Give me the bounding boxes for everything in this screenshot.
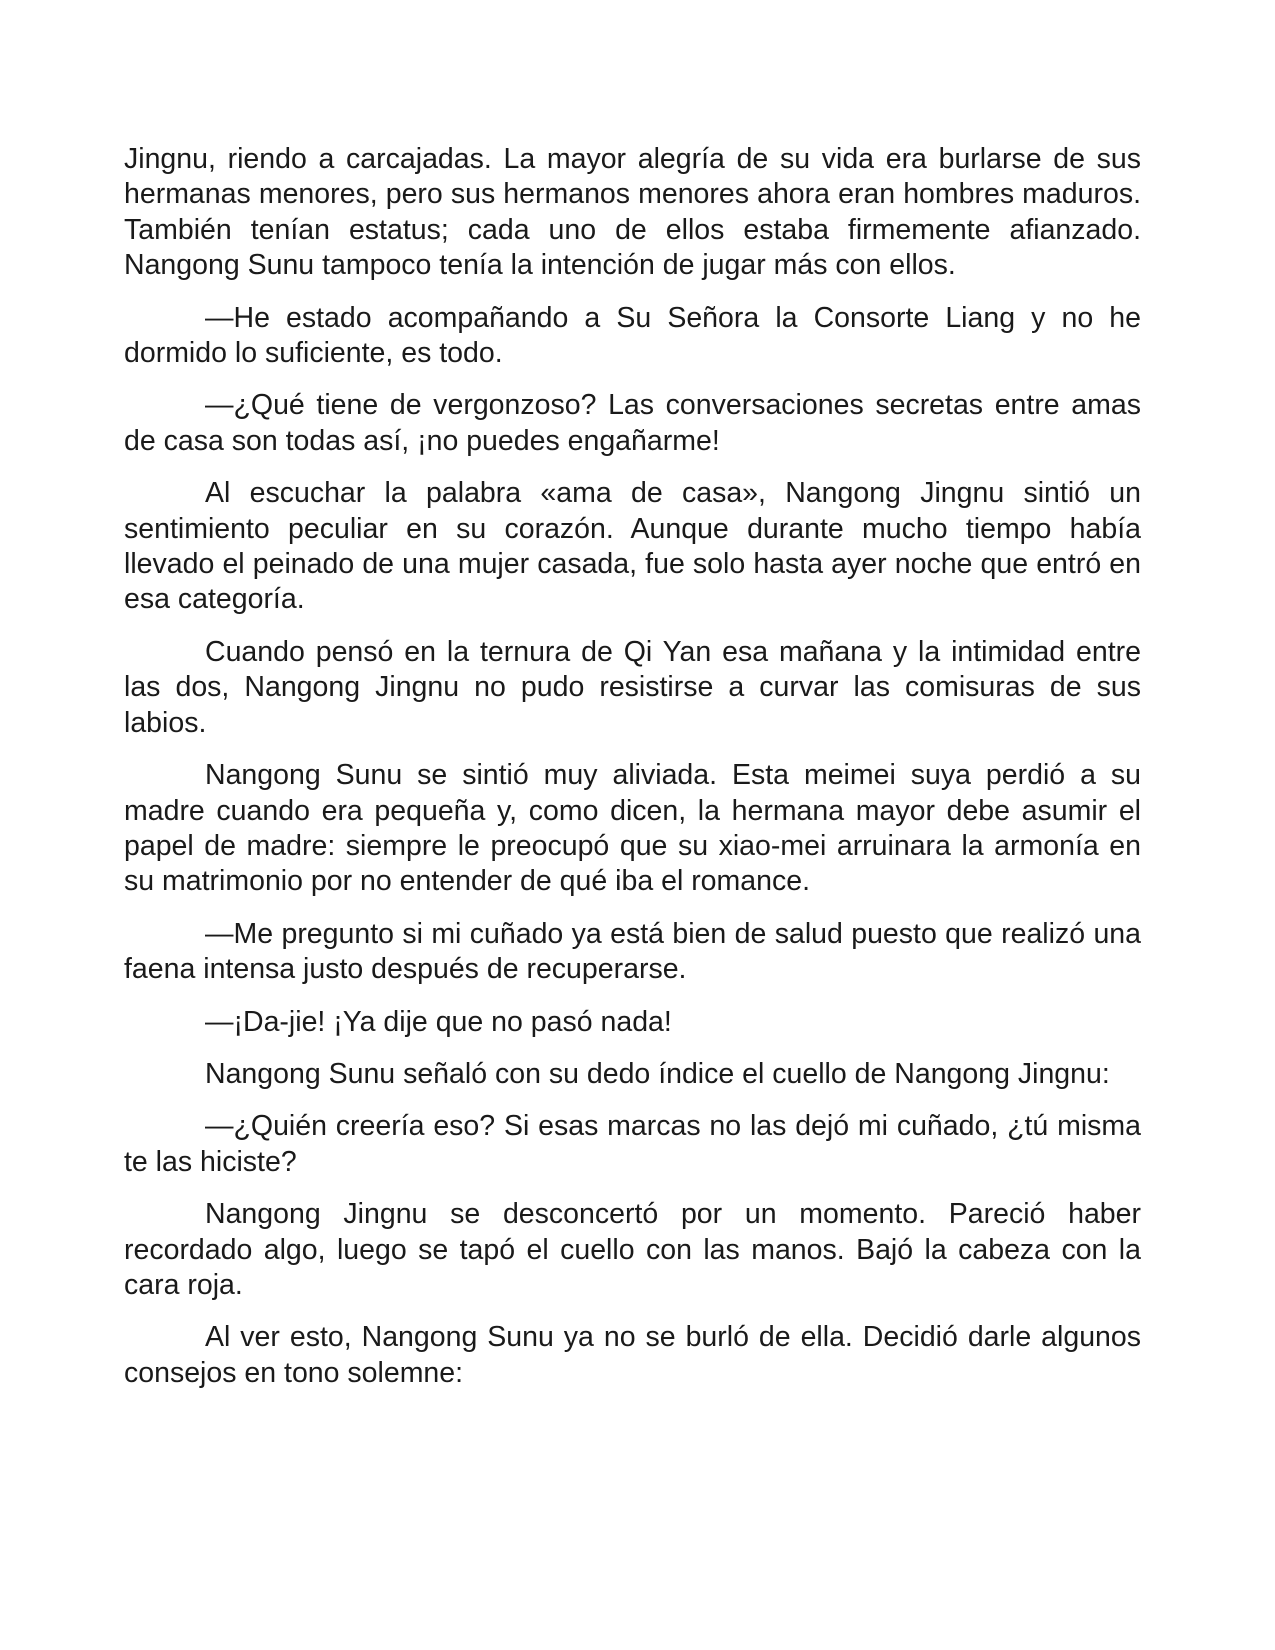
paragraph-5: Cuando pensó en la ternura de Qi Yan esa mañana y la intimidad entre las dos, Nangong Jingnu no pudo resistirse a curvar las comisuras de sus labios.	[124, 635, 1141, 739]
paragraph-3: —¿Qué tiene de vergonzoso? Las conversaciones secretas entre amas de casa son todas así, ¡no puedes engañarme!	[124, 389, 1141, 457]
document-page	[124, 142, 1141, 1408]
paragraph-1: Jingnu, riendo a carcajadas. La mayor alegría de su vida era burlarse de sus hermanas menores, pero sus hermanos menores ahora eran hombres maduros. También tenían estatus; cada uno de ellos estaba firmemente afianzado. Nangong Sunu tampoco tenía la intención de jugar más con ellos.	[124, 143, 1141, 282]
paragraph-11: Nangong Jingnu se desconcertó por un momento. Pareció haber recordado algo, luego se tapó el cuello con las manos. Bajó la cabeza con la cara roja.	[124, 1198, 1141, 1301]
paragraph-9: Nangong Sunu señaló con su dedo índice el cuello de Nangong Jingnu:	[205, 1057, 1110, 1090]
paragraph-6: Nangong Sunu se sintió muy aliviada. Esta meimei suya perdió a su madre cuando era pequeña y, como dicen, la hermana mayor debe asumir el papel de madre: siempre le preocupó que su xiao-mei arruinara la armonía en su matrimonio por no entender de qué iba el romance.	[124, 759, 1141, 898]
paragraph-7: —Me pregunto si mi cuñado ya está bien de salud puesto que realizó una faena intensa justo después de recuperarse.	[124, 917, 1141, 986]
paragraph-8: —¡Da-jie! ¡Ya dije que no pasó nada!	[205, 1005, 672, 1038]
paragraph-12: Al ver esto, Nangong Sunu ya no se burló de ella. Decidió darle algunos consejos en tono solemne:	[124, 1321, 1141, 1389]
paragraph-2: —He estado acompañando a Su Señora la Consorte Liang y no he dormido lo suficiente, es todo.	[124, 301, 1141, 370]
paragraph-4: Al escuchar la palabra «ama de casa», Nangong Jingnu sintió un sentimiento peculiar en su corazón. Aunque durante mucho tiempo había llevado el peinado de una mujer casada, fue solo hasta ayer noche que entró en esa categoría.	[124, 477, 1141, 616]
paragraph-10: —¿Quién creería eso? Si esas marcas no las dejó mi cuñado, ¿tú misma te las hiciste?	[124, 1110, 1141, 1178]
